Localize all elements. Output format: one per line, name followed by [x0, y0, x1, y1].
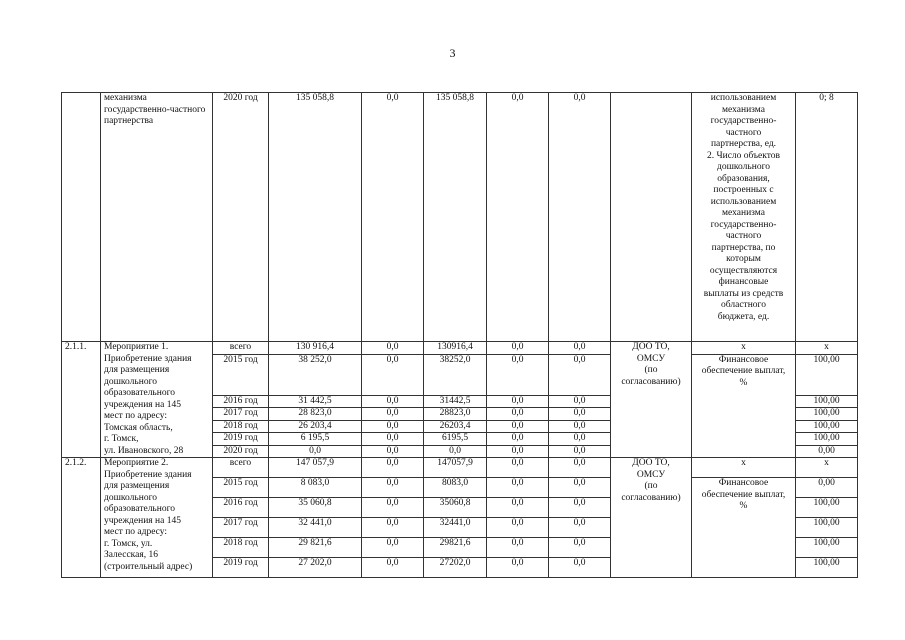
measure-name-cell: Мероприятие 2. Приобретение здания для размещения дошкольного образовательного учреждения на 145 мест по адресу: г. Томск, ул. Залесская, 16 (строительный адрес) — [101, 458, 213, 578]
year-cell: 2018 год — [213, 538, 269, 558]
code-cell: 2.1.1. — [62, 342, 101, 458]
year-cell: 2017 год — [213, 518, 269, 538]
other-cell: 0,0 — [549, 445, 611, 458]
year-cell: 2020 год — [213, 445, 269, 458]
year-cell: 2019 год — [213, 433, 269, 446]
other-cell: 0,0 — [549, 433, 611, 446]
year-cell: 2017 год — [213, 408, 269, 421]
regional-cell: 31442,5 — [424, 395, 487, 408]
year-cell: 2015 год — [213, 354, 269, 395]
local-cell: 0,0 — [487, 538, 549, 558]
indicator-value-cell: 100,00 — [796, 498, 858, 518]
federal-cell: 0,0 — [362, 538, 424, 558]
year-cell: 2016 год — [213, 395, 269, 408]
local-cell: 0,0 — [487, 478, 549, 498]
local-cell: 0,0 — [487, 354, 549, 395]
total-cell: 32 441,0 — [269, 518, 362, 538]
indicator-value-cell: 0,00 — [796, 478, 858, 498]
federal-cell: 0,0 — [362, 395, 424, 408]
total-cell: 130 916,4 — [269, 342, 362, 355]
local-cell: 0,0 — [487, 420, 549, 433]
total-cell: 26 203,4 — [269, 420, 362, 433]
measure-name-cell: механизма государственно-частного партнерства — [101, 93, 213, 342]
indicator-value-cell: 100,00 — [796, 518, 858, 538]
indicator-value-cell: 100,00 — [796, 395, 858, 408]
local-cell: 0,0 — [487, 498, 549, 518]
other-cell: 0,0 — [549, 478, 611, 498]
total-cell: 31 442,5 — [269, 395, 362, 408]
federal-cell: 0,0 — [362, 408, 424, 421]
local-cell: 0,0 — [487, 395, 549, 408]
indicator-value-cell: x — [796, 342, 858, 355]
table-row — [62, 342, 858, 355]
code-cell — [62, 93, 101, 342]
regional-cell: 29821,6 — [424, 538, 487, 558]
indicator-cell: Финансовое обеспечение выплат, % — [692, 354, 796, 458]
year-cell: 2015 год — [213, 478, 269, 498]
federal-cell: 0,0 — [362, 420, 424, 433]
federal-cell: 0,0 — [362, 458, 424, 478]
federal-cell: 0,0 — [362, 342, 424, 355]
indicator-value-cell: 100,00 — [796, 558, 858, 578]
other-cell: 0,0 — [549, 408, 611, 421]
federal-cell: 0,0 — [362, 518, 424, 538]
regional-cell: 130916,4 — [424, 342, 487, 355]
local-cell: 0,0 — [487, 558, 549, 578]
total-cell: 147 057,9 — [269, 458, 362, 478]
federal-cell: 0,0 — [362, 478, 424, 498]
total-cell: 135 058,8 — [269, 93, 362, 342]
total-cell: 35 060,8 — [269, 498, 362, 518]
indicator-value-cell: 0; 8 — [796, 93, 858, 342]
executor-cell — [611, 93, 692, 342]
total-cell: 6 195,5 — [269, 433, 362, 446]
year-cell: 2019 год — [213, 558, 269, 578]
local-cell: 0,0 — [487, 433, 549, 446]
year-cell: всего — [213, 458, 269, 478]
indicator-value-cell: x — [796, 458, 858, 478]
executor-cell: ДОО ТО, ОМСУ (по согласованию) — [611, 342, 692, 458]
total-cell: 0,0 — [269, 445, 362, 458]
regional-cell: 26203,4 — [424, 420, 487, 433]
year-cell: 2020 год — [213, 93, 269, 342]
other-cell: 0,0 — [549, 498, 611, 518]
executor-cell: ДОО ТО, ОМСУ (по согласованию) — [611, 458, 692, 578]
federal-cell: 0,0 — [362, 498, 424, 518]
other-cell: 0,0 — [549, 342, 611, 355]
indicator-cell: x — [692, 458, 796, 478]
indicator-cell: Финансовое обеспечение выплат, % — [692, 478, 796, 578]
total-cell: 27 202,0 — [269, 558, 362, 578]
regional-cell: 27202,0 — [424, 558, 487, 578]
regional-cell: 8083,0 — [424, 478, 487, 498]
indicator-cell: использованием механизма государственно- частного партнерства, ед. 2. Число объектов дошкольного образования, построенных с использованием механизма государственно- частного партнерства, по которым осуществляются финансовые выплаты из средств областного бюджета, ед. — [692, 93, 796, 342]
regional-cell: 135 058,8 — [424, 93, 487, 342]
indicator-value-cell: 100,00 — [796, 538, 858, 558]
federal-cell: 0,0 — [362, 558, 424, 578]
total-cell: 38 252,0 — [269, 354, 362, 395]
regional-cell: 6195,5 — [424, 433, 487, 446]
federal-cell: 0,0 — [362, 445, 424, 458]
other-cell: 0,0 — [549, 395, 611, 408]
measure-name-cell: Мероприятие 1. Приобретение здания для размещения дошкольного образовательного учреждения на 145 мест по адресу: Томская область, г. Томск, ул. Ивановского, 28 — [101, 342, 213, 458]
local-cell: 0,0 — [487, 342, 549, 355]
other-cell: 0,0 — [549, 458, 611, 478]
table-row — [62, 93, 858, 342]
other-cell: 0,0 — [549, 558, 611, 578]
total-cell: 28 823,0 — [269, 408, 362, 421]
regional-cell: 35060,8 — [424, 498, 487, 518]
other-cell: 0,0 — [549, 518, 611, 538]
other-cell: 0,0 — [549, 93, 611, 342]
local-cell: 0,0 — [487, 518, 549, 538]
total-cell: 29 821,6 — [269, 538, 362, 558]
federal-cell: 0,0 — [362, 354, 424, 395]
indicator-value-cell: 100,00 — [796, 354, 858, 395]
other-cell: 0,0 — [549, 420, 611, 433]
other-cell: 0,0 — [549, 538, 611, 558]
indicator-value-cell: 0,00 — [796, 445, 858, 458]
year-cell: всего — [213, 342, 269, 355]
regional-cell: 28823,0 — [424, 408, 487, 421]
program-table — [61, 92, 858, 578]
table-body — [62, 93, 858, 578]
regional-cell: 32441,0 — [424, 518, 487, 538]
indicator-value-cell: 100,00 — [796, 408, 858, 421]
regional-cell: 38252,0 — [424, 354, 487, 395]
federal-cell: 0,0 — [362, 93, 424, 342]
federal-cell: 0,0 — [362, 433, 424, 446]
indicator-value-cell: 100,00 — [796, 420, 858, 433]
local-cell: 0,0 — [487, 445, 549, 458]
local-cell: 0,0 — [487, 93, 549, 342]
code-cell: 2.1.2. — [62, 458, 101, 578]
local-cell: 0,0 — [487, 408, 549, 421]
indicator-cell: x — [692, 342, 796, 355]
local-cell: 0,0 — [487, 458, 549, 478]
regional-cell: 147057,9 — [424, 458, 487, 478]
total-cell: 8 083,0 — [269, 478, 362, 498]
page-number: 3 — [449, 46, 456, 60]
indicator-value-cell: 100,00 — [796, 433, 858, 446]
other-cell: 0,0 — [549, 354, 611, 395]
regional-cell: 0,0 — [424, 445, 487, 458]
table-row — [62, 458, 858, 478]
year-cell: 2018 год — [213, 420, 269, 433]
year-cell: 2016 год — [213, 498, 269, 518]
